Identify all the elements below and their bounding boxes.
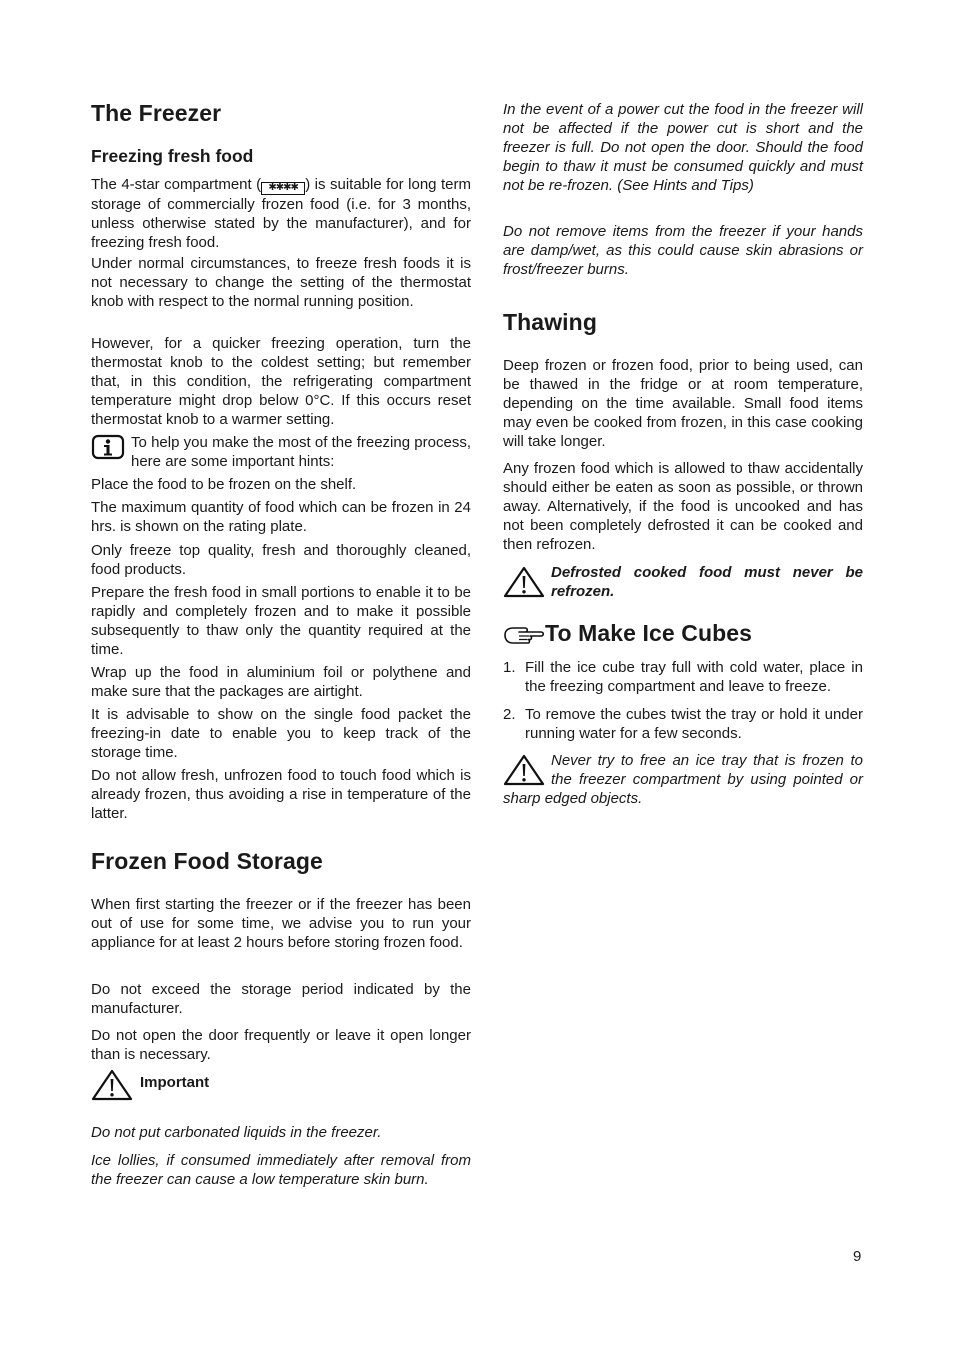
important-warning bbox=[91, 1069, 471, 1101]
power-cut-note: In the event of a power cut the food in the freezer will not be affected if the power cut is short and the freezer is full. Do not open the door. Should the food begin to thaw it must be consumed quickly and must not be re-frozen. (See Hints and Tips) bbox=[503, 101, 863, 194]
ice-cube-step-1: 1. Fill the ice cube tray full with cold water, place in the freezing compartment and leave to freeze. bbox=[503, 659, 863, 695]
storage-paragraph-storage-period: Do not exceed the storage period indicated by the manufacturer. bbox=[91, 981, 471, 1017]
paragraph-4-star: The 4-star compartment ( ✱✱✱✱ ) is suitable for long term storage of commercially frozen food (i.e. for 3 months, unless otherwise stated by the manufacturer), and for freezing fresh food. bbox=[91, 176, 472, 251]
paragraph-quicker-freezing: However, for a quicker freezing operation, turn the thermostat knob to the coldest setting; but remember that, in this condition, the refrigerating compartment temperature might drop below 0°C. If this occurs reset thermostat knob to a warmer setting. bbox=[91, 335, 471, 428]
thawing-paragraph-deep-frozen: Deep frozen or frozen food, prior to being used, can be thawed in the fridge or at room temperature, depending on the time available. Small food items may even be cooked from frozen, in this case cooking will take longer. bbox=[503, 357, 863, 450]
hint-freezing-date: It is advisable to show on the single food packet the freezing-in date to enable you to keep track of the storage time. bbox=[91, 706, 471, 761]
warning-triangle-icon bbox=[503, 754, 545, 786]
hint-wrap-food: Wrap up the food in aluminium foil or polythene and make sure that the packages are airtight. bbox=[91, 664, 471, 700]
warning-triangle-icon bbox=[91, 1069, 133, 1101]
page-number: 9 bbox=[853, 1248, 862, 1265]
warning-triangle-icon bbox=[503, 566, 545, 598]
thawing-paragraph-accidental-thaw: Any frozen food which is allowed to thaw accidentally should either be eaten as soon as possible, or thrown away. Alternatively, if the food is uncooked and has not been completely defrosted it can be cooked and then refrozen. bbox=[503, 460, 863, 553]
info-note-text: To help you make the most of the freezing process, here are some important hints: bbox=[131, 434, 471, 470]
pointing-hand-icon bbox=[503, 623, 545, 647]
hint-place-food: Place the food to be frozen on the shelf. bbox=[91, 476, 357, 493]
ice-tray-warning bbox=[503, 751, 863, 808]
info-note bbox=[91, 433, 471, 471]
section-title-frozen-food-storage: Frozen Food Storage bbox=[91, 848, 323, 874]
section-title-ice-cubes: To Make Ice Cubes bbox=[545, 620, 753, 646]
hint-top-quality: Only freeze top quality, fresh and thoroughly cleaned, food products. bbox=[91, 542, 471, 578]
storage-note-carbonated: Do not put carbonated liquids in the freezer. bbox=[91, 1124, 382, 1141]
storage-note-ice-lollies: Ice lollies, if consumed immediately after removal from the freezer can cause a low temperature skin burn. bbox=[91, 1152, 471, 1188]
ice-cube-step-2: 2. To remove the cubes twist the tray or hold it under running water for a few seconds. bbox=[503, 706, 863, 742]
section-title-thawing: Thawing bbox=[503, 309, 597, 335]
paragraph-normal-circumstances: Under normal circumstances, to freeze fresh foods it is not necessary to change the setting of the thermostat knob with respect to the normal running position. bbox=[91, 255, 471, 310]
defrosted-food-warning-text: Defrosted cooked food must never be refrozen. bbox=[551, 564, 863, 600]
hint-maximum-quantity: The maximum quantity of food which can be frozen in 24 hrs. is shown on the rating plate. bbox=[91, 499, 471, 535]
four-star-freezer-icon: ✱✱✱✱ bbox=[261, 182, 305, 195]
ice-tray-warning-text: Never try to free an ice tray that is frozen to the freezer compartment by using pointed or sharp edged objects. bbox=[503, 752, 863, 807]
info-icon bbox=[91, 433, 125, 461]
section-title-freezer: The Freezer bbox=[91, 100, 222, 126]
defrosted-food-warning bbox=[503, 563, 863, 601]
hint-small-portions: Prepare the fresh food in small portions to enable it to be rapidly and completely frozen and to make it possible subsequently to thaw only the quantity required at the time. bbox=[91, 584, 471, 658]
hint-unfrozen-food: Do not allow fresh, unfrozen food to touch food which is already frozen, thus avoiding a rise in temperature of the latter. bbox=[91, 767, 471, 822]
damp-hands-note: Do not remove items from the freezer if your hands are damp/wet, as this could cause skin abrasions or frost/freezer burns. bbox=[503, 223, 863, 278]
important-label: Important bbox=[140, 1074, 210, 1091]
subsection-title-freezing-fresh-food: Freezing fresh food bbox=[91, 146, 254, 166]
ice-cubes-heading bbox=[503, 619, 863, 647]
storage-paragraph-first-start: When first starting the freezer or if the freezer has been out of use for some time, we advise you to run your appliance for at least 2 hours before storing frozen food. bbox=[91, 896, 471, 951]
storage-paragraph-door: Do not open the door frequently or leave it open longer than is necessary. bbox=[91, 1027, 471, 1063]
